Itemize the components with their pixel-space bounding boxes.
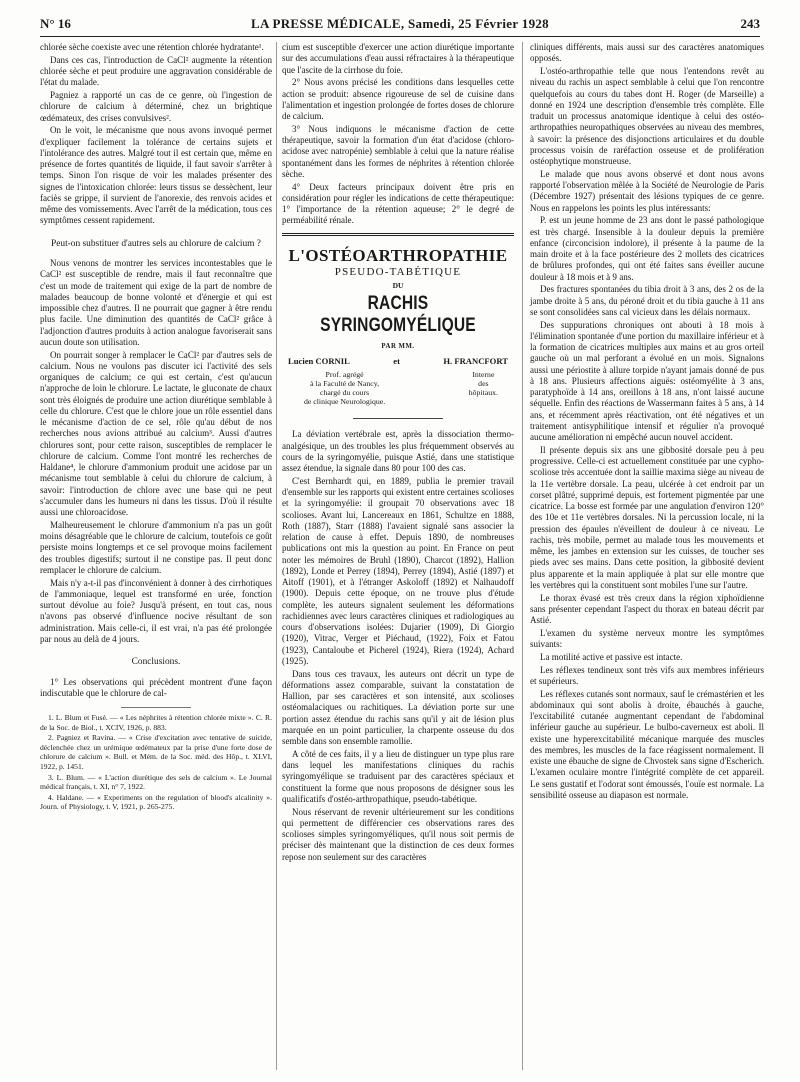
paragraph: Pagniez a rapporté un cas de ce genre, où l'ingestion de chlorure de calcium à déterminé, chez un brightique œdémateux, des crises convulsives². (40, 90, 272, 123)
page-number: 243 (740, 16, 760, 31)
paragraph: Dans tous ces travaux, les auteurs ont décrit un type de déformations assez comparable, suivant la constatation de Hallion, par ses caractères et son intensité, aux scolioses ostéomalaciques ou rachitiques. La déviation porte sur une portion assez étendue du rachis sans qu'il y ait de lésion plus marquée en un point particulier, la charpente osseuse du dos semble dans son ensemble ramollie. (282, 668, 514, 747)
author-name: Lucien CORNIL (288, 356, 350, 367)
journal-title: LA PRESSE MÉDICALE, Samedi, 25 Février 1928 (251, 16, 549, 31)
paragraph: 1° Les observations qui précèdent montrent d'une façon indiscutable que le chlorure de cal- (40, 676, 272, 698)
footnote: 2. Pagniez et Ravina. — « Crise d'excitation avec tentative de suicide, déclenchée chez un urémique œdémateux par la prise d'une forte dose de chlorure de calcium ». Bull. et Mém. de la Soc. méd. des Hôp., t. XLVI, 1922, p. 1451. (40, 733, 272, 771)
paragraph: Le malade que nous avons observé et dont nous avons rapporté l'observation mêlée à la Société de Neurologie de Paris (Décembre 1927) présentait des lésions typiques de ce genre. Nous en rappelons les points les plus intéressants: (530, 168, 764, 213)
paragraph: 3° Nous indiquons le mécanisme d'action de cette thérapeutique, savoir la formation d'un état d'acidose (chloro-acidose avec natropénie) semblable à celui que la nature réalise spontanément dans les formes de néphrites à rétention chlorée sèche. (282, 123, 514, 179)
column-separator (522, 42, 523, 1070)
paragraph: 4° Deux facteurs principaux doivent être pris en considération pour régler les indications de cette thérapeutique: 1° l'importance de la rétention aqueuse; 2° le degré de perméabilité rénale. (282, 181, 514, 226)
footnote: 1. L. Blum et Fusé. — « Les néphrites à rétention chlorée mixte ». C. R. de la Soc. de Biol., t. XCIV, 1926, p. 883. (40, 713, 272, 732)
section-heading: Peut-on substituer d'autres sels au chlorure de calcium ? (51, 238, 261, 249)
paragraph: P. est un jeune homme de 23 ans dont le passé pathologique est très chargé. Insensible à la douleur depuis la première enfance (circoncision indolore), il présente à la paume de la main droite et à la face postérieure des 2 mollets des cicatrices de brûlures profondes, qui ont été faites sans éveiller aucune douleur à 18 mois et à 9 ans. (530, 215, 764, 282)
article-title-line-2: PSEUDO-TABÉTIQUE (334, 265, 462, 278)
paragraph: cium est susceptible d'exercer une action diurétique importante sur des accumulations d'eau aussi réfractaires à la thérapeutique que l'ascite de la cirrhose du foie. (282, 42, 514, 75)
author-name: H. FRANCFORT (443, 356, 508, 367)
footnote: 4. Haldane. — « Experiments on the regulation of blood's alcalinity ». Journ. of Physiology, t. V, 1921, p. 265-275. (40, 792, 272, 812)
paragraph: On pourrait songer à remplacer le CaCl² par d'autres sels de calcium. Nous ne voulons pas discuter ici l'activité des sels organiques de calcium; ce qui est certain, c'est qu'aucun n'approche de loin le chlorure. Le lactate, le gluconate de chaux sont très éloignés de produire une action diurétique semblable à celle du chlorure. C'est que le chlore joue un rôle essentiel dans le mécanisme d'action de ce sel, rôle qu'au début de nos recherches nous avions attribué au calcium³. Aussi d'autres chlorures sont, pour cette raison, susceptibles de remplacer le chlorure de calcium. Comme l'ont montré les recherches de Haldane⁴, le chlorure d'ammonium produit une acidose par un mécanisme tout semblable à celui du chlorure de calcium, à savoir: l'introduction de chlore avec une base qui ne peut s'accumuler dans les humeurs ni dans les tissus. D'où il résulte aussi une chloroacidose. (40, 349, 272, 517)
paragraph: Dans ces cas, l'introduction de CaCl² augmente la rétention chlorée sèche et peut produire une aggravation considérable de l'état du malade. (40, 54, 272, 88)
author-conjunction: et (393, 356, 400, 367)
issue-number: N° 16 (40, 16, 71, 31)
paragraph: Malheureusement le chlorure d'ammonium n'a pas un goût moins désagréable que le chlorure de calcium, toutefois ce goût persiste moins longtemps et ce sel provoque moins facilement des troubles digestifs; surtout il ne constipe pas. Il peut donc remplacer le chlorure de calcium. (40, 519, 272, 575)
paragraph: Nous venons de montrer les services incontestables que le CaCl² est susceptible de rendre, mais il faut reconnaître que c'est un mode de traitement qui exige de la part de nombre de malades beaucoup de bonne volonté et d'énergie et qui est impossible chez d'autres. Il ne pourrait que gagner à être rendu plus facile. Une diminution des quantités de CaCl² grâce à l'adjonction d'autres produits à action analogue favoriserait sans aucun doute son utilisation. (40, 258, 272, 347)
paragraph: Il présente depuis six ans une gibbosité dorsale peu à peu progressive. Celle-ci est actuellement constituée par une cypho-scoliose très accentuée dont la saillie maxima siège au niveau de la 11e vertèbre dorsale. La peau, ulcérée à cet endroit par un corset plâtré, supprimé depuis, est fortement pigmentée par une cicatrice. La bosse est formée par une angulation d'environ 120° des 10e et 11e vertèbres dorsales. Ni la percussion locale, ni la pression des épaules n'éveillent de douleur à ce niveau. Le rachis, très mobile, permet au malade tous les mouvements et même, les jambes en extension sur les cuisses, de toucher ses pieds avec ses mains. Dans cette position, la gibbosité devient plus apparente et la main appliquée à plat sur elle montre que les vertèbres qui la constituent sont mobiles l'une sur l'autre. (530, 444, 764, 590)
paragraph: chlorée sèche coexiste avec une rétention chlorée hydratante¹. (40, 42, 264, 52)
author-affiliation: Interne des hôpitaux. (468, 369, 498, 397)
paragraph: Des suppurations chroniques ont abouti à 18 mois à l'élimination spontanée d'une portion du maxillaire inférieur et à la formation de cicatrices multiples aux mains et au gros orteil gauche où un mal perforant a évolué en un mois. Signalons aussi une périostite à allure torpide n'ayant jamais donné de pus à 18 ans. Plusieurs affections aiguës: ostéomyélite à 3 ans, paratyphoïde à 14 ans, oreillons à 18 ans, n'ont laissé aucune séquelle. Enfin des réactions de Wassermann faites à 5 ans, à 14 ans, et récemment après réactivation, ont été négatives et un traitement antisyphilitique intensif et régulier n'a provoqué aucune amélioration ni empêché aucun nouvel accident. (530, 319, 764, 442)
paragraph: Les réflexes cutanés sont normaux, sauf le crémastérien et les abdominaux qui sont abolis à droite, ébauchés à gauche, l'excitabilité cutanée augmentant cependant de l'abdominal inférieur gauche au supérieur. Le bulbo-caverneux est aboli. Il existe une hyperexcitabilité mécanique marquée des muscles des membres, les muscles de la face réagissent normalement. Il existe une ébauche de signe de Chvostek sans signe d'Escherich. L'examen oculaire montre l'intégrité complète de cet appareil. Le sens gustatif et l'odorat sont émoussés, l'ouïe est normale. La sensibilité osseuse au diapason est normale. (530, 688, 764, 800)
paragraph: L'examen du système nerveux montre les symptômes suivants: (530, 627, 764, 649)
paragraph: L'ostéo-arthropathie telle que nous l'entendons revêt au niveau du rachis un aspect semblable à celui que l'on rencontre quelquefois au cours du tabes dont H. Roger (de Marseille) a donné en 1924 une description d'ensemble très complète. Elle traduit un processus anatomique identique à celui des ostéo-arthropathies neuropathiques observées au niveau des membres, à savoir: la présence des disjonctions articulaires et du double processus voisin de raréfaction osseuse et de prolifération ostéophytique monstrueuse. (530, 66, 764, 166)
paragraph: 2° Nous avons précisé les conditions dans lesquelles cette action se produit: absence rigoureuse de sel de cuisine dans l'alimentation et ingestion prolongée de fortes doses de chlorure de calcium. (282, 77, 514, 121)
author-affiliation: Prof. agrégé à la Faculté de Nancy, chargé du cours de clinique Neurologique. (304, 369, 386, 407)
paragraph: La déviation vertébrale est, après la dissociation thermo-analgésique, un des troubles les plus fréquemment observés au cours de la syringomyélie, puisque Astié, dans une statistique assez étendue, la signale dans 80 pour 100 des cas. (282, 429, 514, 474)
paragraph: cliniques différents, mais aussi sur des caractères anatomiques opposés. (530, 42, 764, 64)
article-title-line-4: RACHIS SYRINGOMYÉLIQUE (320, 293, 476, 336)
affiliations (282, 368, 514, 407)
header-rule (40, 36, 760, 37)
column-3 (530, 42, 764, 1072)
paragraph: Nous réservant de revenir ultérieurement sur les conditions qui permettent de différencier ces observations rares des scolioses simples syringomyéliques, qu'il nous soit permis de préciser dès maintenant que la distinction de ces deux formes repose non seulement sur des caractères (282, 806, 514, 862)
byline-intro: PAR MM. (381, 343, 415, 350)
authors (282, 356, 514, 367)
footnote: 3. L. Blum. — « L'action diurétique des sels de calcium ». Le Journal médical français, t. XI, n° 7, 1922. (40, 772, 272, 792)
title-rule (282, 233, 514, 236)
paragraph: C'est Bernhardt qui, en 1889, publia le premier travail d'ensemble sur les rapports qui existent entre certaines scolioses et la syringomyélie: il groupait 70 observations avec 18 scolioses. Avant lui, Lancereaux en 1861, Schultze en 1888, Roth (1887), Starr (1888) l'avaient signalé sans associer la relation de cause à effet. Depuis 1890, de nombreuses publications ont mis la question au point. En France on peut noter les mémoires de Bruhl (1890), Charcot (1892), Hallion (1892), Londe et Perrey (1894), Perrey (1894), Astié (1897) et Aitoff (1901), et à l'étranger Askoloff (1892) et Nalhaudoff (1900). Depuis cette époque, on ne trouve plus d'étude complète, les auteurs signalent seulement les déformations rachidiennes avec leurs caractères cliniques et radiologiques au cours d'observations isolées: Dujarier (1909), Di Giorgio (1920), Vitrac, Verger et Piéchaud, (1922), Foix et Fatou (1923), Cantaloube et Picherel (1924), Riera (1924), Achard (1925). (282, 475, 514, 666)
paragraph: Mais n'y a-t-il pas d'inconvénient à donner à des cirrhotiques de l'ammoniaque, lequel est transformé en urée, fonction surtout dévolue au foie? Jusqu'à présent, en tout cas, nous n'avons pas observé d'influence nocive résultant de son administration. Mais celle-ci, il est vrai, n'a pas été prolongée par nous au delà de 4 jours. (40, 577, 272, 644)
section-heading: Conclusions. (131, 657, 181, 667)
paragraph: A côté de ces faits, il y a lieu de distinguer un type plus rare dans lequel les manifestations cliniques du rachis syringomyélique se traduisent par des caractères spéciaux et constituent la forme que nous proposons de désigner sous les qualificatifs d'ostéo-arthropathique, pseudo-tabétique. (282, 748, 514, 804)
article-title-line-1: L'OSTÉOARTHROPATHIE (288, 245, 508, 265)
column-1 (40, 42, 272, 1072)
footnote-rule (121, 707, 191, 708)
title-end-rule (353, 418, 443, 419)
paragraph: Les réflexes tendineux sont très vifs aux membres inférieurs et supérieurs. (530, 664, 764, 686)
paragraph: Des fractures spontanées du tibia droit à 3 ans, des 2 os de la jambe droite à 5 ans, du péroné droit et du tibia gauche à 11 ans se sont consolidées sans cal vicieux dans les délais normaux. (530, 284, 764, 317)
column-2 (282, 42, 514, 1072)
paragraph: Le thorax évasé est très creux dans la région xiphoïdienne sans présenter cependant l'aspect du thorax en bateau décrit par Astié. (530, 592, 764, 625)
article-title-block (282, 233, 514, 420)
column-separator (276, 42, 277, 1070)
paragraph: On le voit, le mécanisme que nous avons invoqué permet d'expliquer facilement la tolérance de certains sujets et l'intolérance des autres. Malgré tout il est certain que, même en présence de fortes quantités de liquide, il faut savoir s'arrêter à temps. Sinon l'on risque de voir les malades présenter des signes de l'intoxication chlorée: leurs tissus se dessèchent, leur faciès se grippe, il survient de l'anorexie, des renvois acides et même des vomissements. Avec l'arrêt de la médication, tous ces symptômes cessent rapidement. (40, 125, 272, 226)
paragraph: La motilité active et passive est intacte. (540, 651, 683, 662)
running-header (40, 16, 760, 36)
article-title-line-3: DU (392, 280, 404, 290)
